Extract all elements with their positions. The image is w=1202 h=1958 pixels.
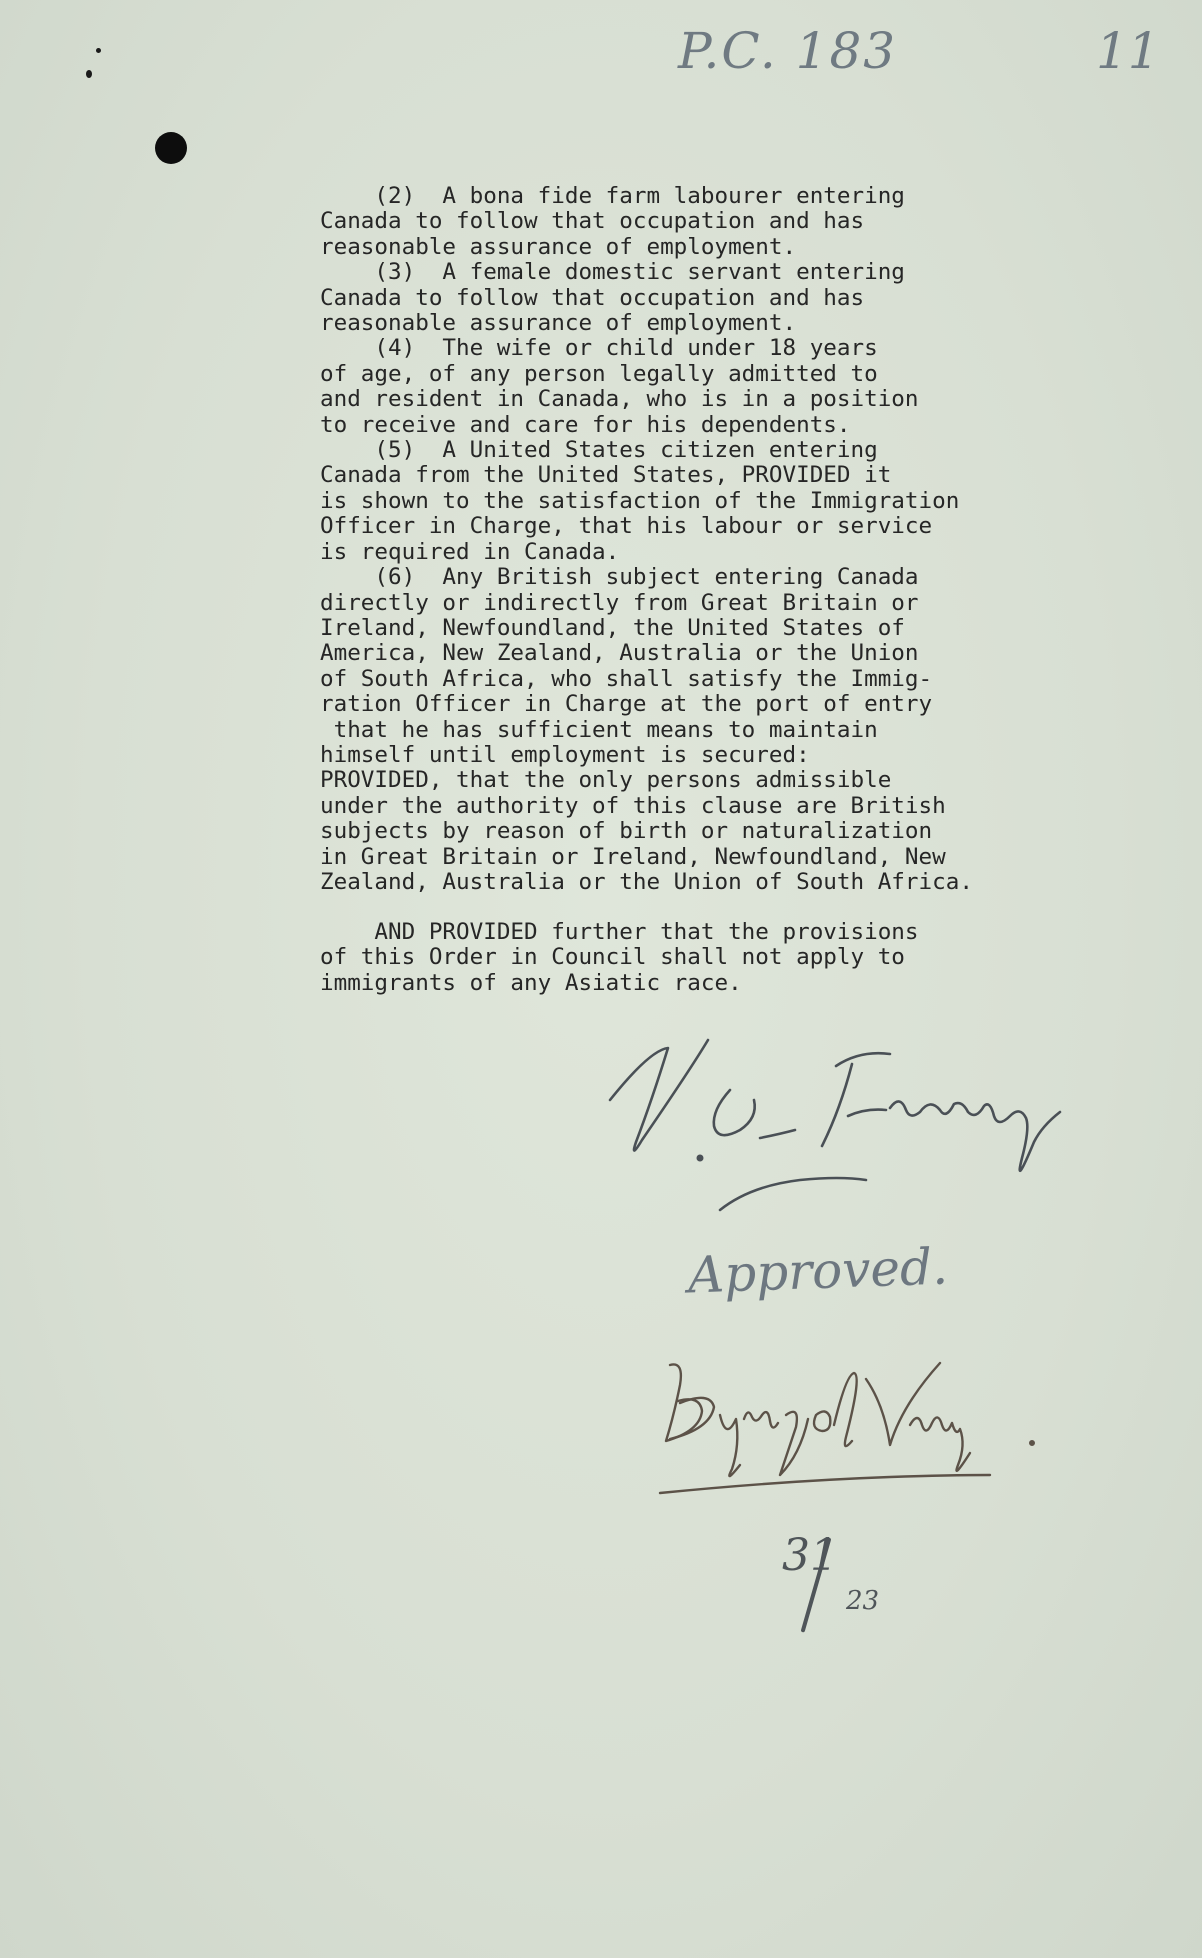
folio-number: 11 (1096, 22, 1160, 80)
approved-annotation: Approved. (687, 1237, 949, 1305)
margin-mark (86, 70, 92, 78)
punch-hole (155, 132, 187, 164)
handwritten-date (780, 1530, 900, 1640)
date-numerator: 31 (782, 1530, 838, 1581)
proviso-text: AND PROVIDED further that the provisions of this Order in Council shall not apply to immigrants of any Asiatic race. (320, 919, 919, 996)
margin-mark (96, 48, 101, 53)
reference-number: P.C. 183 (678, 22, 898, 80)
signature-byng (640, 1345, 1060, 1505)
date-denominator: 23 (846, 1586, 880, 1616)
clauses-text: (2) A bona fide farm labourer entering Canada to follow that occupation and has reasonable assurance of employment. (3) A female domestic servant entering Canada to follow that occupation and has reasonable assurance of employment. (4) The wife or child under 18 years of age, of any person legally admitted to and resident in Canada, who is in a position to receive and care for his dependents. (5) A United States citizen entering Canada from the United States, PROVIDED it is shown to the satisfaction of the Immigration Officer in Charge, that his labour or service is required in Canada. (6) Any British subject entering Canada directly or indirectly from Great Britain or Ireland, Newfoundland, the United States of America, New Zealand, Australia or the Union of South Africa, who shall satisfy the Immig- ration Officer in Charge at the port of entry that he has sufficient means to maintain himself until employment is secured: PROVIDED, that the only persons admissible under the authority of this clause are British subjects by reason of birth or naturalization in Great Britain or Ireland, Newfoundland, New Zealand, Australia or the Union of South Africa. (320, 183, 973, 895)
signature-fielding (590, 1030, 1090, 1230)
